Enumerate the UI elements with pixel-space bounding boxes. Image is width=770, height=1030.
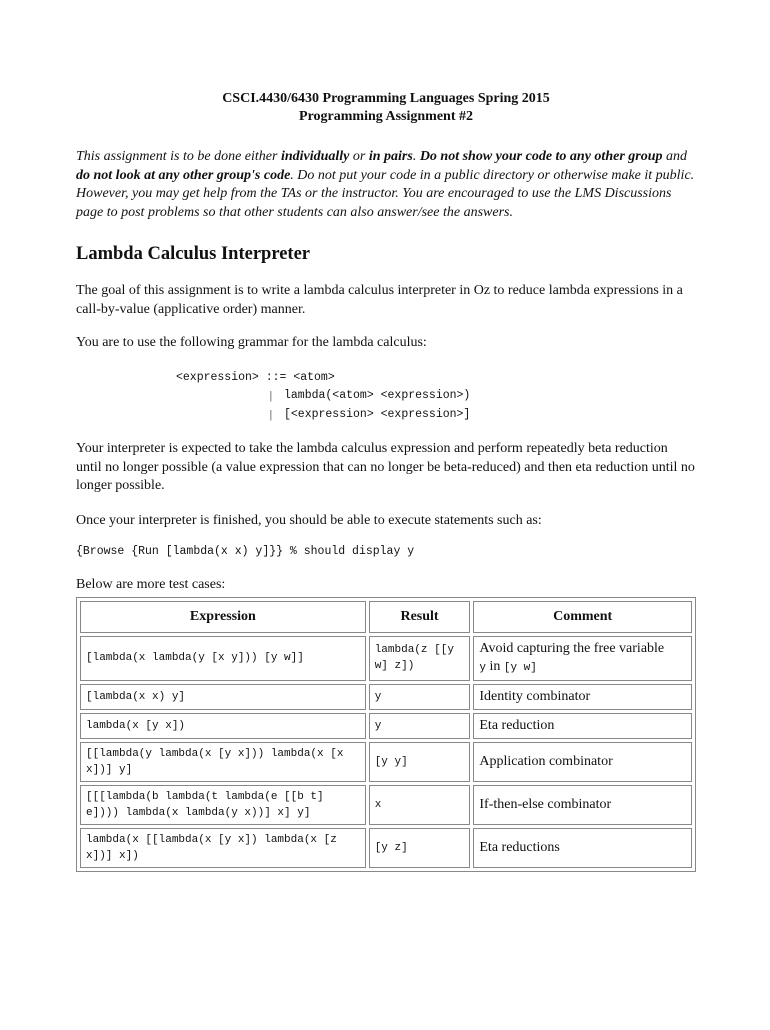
course-title: CSCI.4430/6430 Programming Languages Spring 2015 <box>222 91 550 106</box>
table-row <box>80 713 692 739</box>
result-cell: [y y] <box>369 742 471 782</box>
comment-cell: Eta reduction <box>473 713 692 739</box>
assignment-number: Programming Assignment #2 <box>299 109 473 124</box>
grammar-line: [<expression> <expression>] <box>284 407 471 421</box>
expression-cell: lambda(x [[lambda(x [y x]) lambda(x [z x])] x]) <box>80 828 366 868</box>
expression-cell: [lambda(x x) y] <box>80 684 366 710</box>
result-cell: y <box>369 684 471 710</box>
test-cases-table <box>76 597 696 872</box>
comment-cell: Identity combinator <box>473 684 692 710</box>
comment-cell: Eta reductions <box>473 828 692 868</box>
grammar-line: <expression> ::= <atom> <box>176 370 335 384</box>
expression-cell: [[lambda(y lambda(x [y x])) lambda(x [x x])] y] <box>80 742 366 782</box>
header-result: Result <box>369 601 471 633</box>
assignment-title <box>76 90 696 126</box>
result-cell: [y z] <box>369 828 471 868</box>
comment-cell: Application combinator <box>473 742 692 782</box>
grammar-intro: You are to use the following grammar for the lambda calculus: <box>76 335 427 350</box>
header-comment: Comment <box>473 601 692 633</box>
result-cell: x <box>369 785 471 825</box>
document-page <box>76 90 696 872</box>
result-cell: y <box>369 713 471 739</box>
expression-cell: lambda(x [y x]) <box>80 713 366 739</box>
test-cases-intro: Below are more test cases: <box>76 577 226 592</box>
intro-paragraph: This assignment is to be done either individually or in pairs. Do not show your code to any other group and do not look at any other group's code. Do not put your code in a public directory or otherwise make it public. However, you may get help from the TAs or the instructor. You are encouraged to use the LMS Discussions page to post problems so that other students can also answer/see the answers. <box>76 149 695 220</box>
goal-paragraph: The goal of this assignment is to write a lambda calculus interpreter in Oz to reduce lambda expressions in a call-by-value (applicative order) manner. <box>76 283 683 317</box>
grammar-bar: | <box>269 390 272 402</box>
table-row <box>80 785 692 825</box>
page-cutoff <box>76 890 698 1030</box>
result-cell: lambda(z [[y w] z]) <box>369 636 471 681</box>
section-heading: Lambda Calculus Interpreter <box>76 244 310 264</box>
expected-paragraph: Your interpreter is expected to take the lambda calculus expression and perform repeatedly beta reduction until no longer possible (a value expression that can no longer be beta-reduced) and then eta reduction until no longer possible. <box>76 441 695 493</box>
once-paragraph: Once your interpreter is finished, you should be able to execute statements such as: <box>76 512 542 528</box>
grammar-bar: | <box>269 408 272 421</box>
comment-cell: If-then-else combinator <box>473 785 692 825</box>
browse-example: {Browse {Run [lambda(x x) y]}} % should display y <box>76 545 415 558</box>
header-expression: Expression <box>80 601 366 633</box>
grammar-line: lambda(<atom> <expression>) <box>284 389 471 402</box>
table-row <box>80 742 692 782</box>
expression-cell: [lambda(x lambda(y [x y])) [y w]] <box>80 636 366 681</box>
comment-cell: Avoid capturing the free variable y in [y w] <box>473 636 692 681</box>
table-header-row <box>80 601 692 633</box>
table-row <box>80 828 692 868</box>
expression-cell: [[[lambda(b lambda(t lambda(e [[b t] e]))) lambda(x lambda(y x))] x] y] <box>80 785 366 825</box>
table-row <box>80 684 692 710</box>
grammar-block <box>176 369 696 425</box>
table-row <box>80 636 692 681</box>
